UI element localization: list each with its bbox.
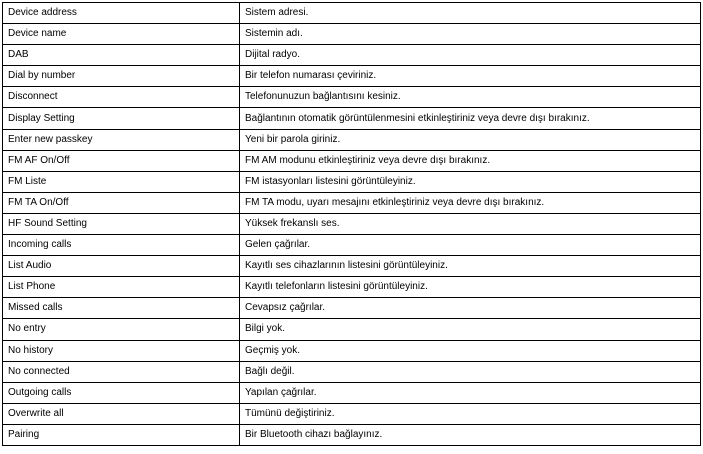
meaning-cell: Geçmiş yok.	[240, 340, 701, 361]
meaning-cell: Telefonunuzun bağlantısını kesiniz.	[240, 87, 701, 108]
table-row	[3, 424, 701, 445]
table-row	[3, 298, 701, 319]
meaning-cell: Sistemin adı.	[240, 24, 701, 45]
table-row	[3, 171, 701, 192]
meaning-cell: FM istasyonları listesini görüntüleyiniz.	[240, 171, 701, 192]
meaning-cell: Yüksek frekanslı ses.	[240, 213, 701, 234]
meaning-cell: Cevapsız çağrılar.	[240, 298, 701, 319]
term-cell: Missed calls	[3, 298, 240, 319]
meaning-cell: Bir Bluetooth cihazı bağlayınız.	[240, 424, 701, 445]
term-cell: No entry	[3, 319, 240, 340]
meaning-cell: Yapılan çağrılar.	[240, 382, 701, 403]
table-row	[3, 277, 701, 298]
table-row	[3, 108, 701, 129]
table-row	[3, 45, 701, 66]
term-cell: Incoming calls	[3, 235, 240, 256]
table-row	[3, 3, 701, 24]
meaning-cell: Yeni bir parola giriniz.	[240, 129, 701, 150]
term-cell: No connected	[3, 361, 240, 382]
table-row	[3, 235, 701, 256]
table-row	[3, 256, 701, 277]
term-cell: FM TA On/Off	[3, 192, 240, 213]
glossary-table-body	[3, 3, 701, 446]
term-cell: Disconnect	[3, 87, 240, 108]
meaning-cell: Sistem adresi.	[240, 3, 701, 24]
meaning-cell: Bağlantının otomatik görüntülenmesini etkinleştiriniz veya devre dışı bırakınız.	[240, 108, 701, 129]
meaning-cell: Bilgi yok.	[240, 319, 701, 340]
table-row	[3, 340, 701, 361]
table-row	[3, 129, 701, 150]
glossary-table	[2, 2, 701, 446]
table-row	[3, 150, 701, 171]
term-cell: Pairing	[3, 424, 240, 445]
table-row	[3, 319, 701, 340]
table-row	[3, 87, 701, 108]
term-cell: FM Liste	[3, 171, 240, 192]
meaning-cell: Kayıtlı ses cihazlarının listesini görüntüleyiniz.	[240, 256, 701, 277]
term-cell: DAB	[3, 45, 240, 66]
term-cell: Display Setting	[3, 108, 240, 129]
table-row	[3, 192, 701, 213]
term-cell: Dial by number	[3, 66, 240, 87]
term-cell: HF Sound Setting	[3, 213, 240, 234]
term-cell: List Audio	[3, 256, 240, 277]
term-cell: List Phone	[3, 277, 240, 298]
meaning-cell: FM TA modu, uyarı mesajını etkinleştiriniz veya devre dışı bırakınız.	[240, 192, 701, 213]
meaning-cell: FM AM modunu etkinleştiriniz veya devre dışı bırakınız.	[240, 150, 701, 171]
term-cell: No history	[3, 340, 240, 361]
table-row	[3, 66, 701, 87]
meaning-cell: Gelen çağrılar.	[240, 235, 701, 256]
meaning-cell: Bağlı değil.	[240, 361, 701, 382]
meaning-cell: Bir telefon numarası çeviriniz.	[240, 66, 701, 87]
term-cell: FM AF On/Off	[3, 150, 240, 171]
meaning-cell: Dijital radyo.	[240, 45, 701, 66]
table-row	[3, 382, 701, 403]
meaning-cell: Kayıtlı telefonların listesini görüntüleyiniz.	[240, 277, 701, 298]
table-row	[3, 403, 701, 424]
table-row	[3, 361, 701, 382]
table-row	[3, 24, 701, 45]
term-cell: Device name	[3, 24, 240, 45]
term-cell: Overwrite all	[3, 403, 240, 424]
table-row	[3, 213, 701, 234]
term-cell: Device address	[3, 3, 240, 24]
meaning-cell: Tümünü değiştiriniz.	[240, 403, 701, 424]
term-cell: Enter new passkey	[3, 129, 240, 150]
term-cell: Outgoing calls	[3, 382, 240, 403]
